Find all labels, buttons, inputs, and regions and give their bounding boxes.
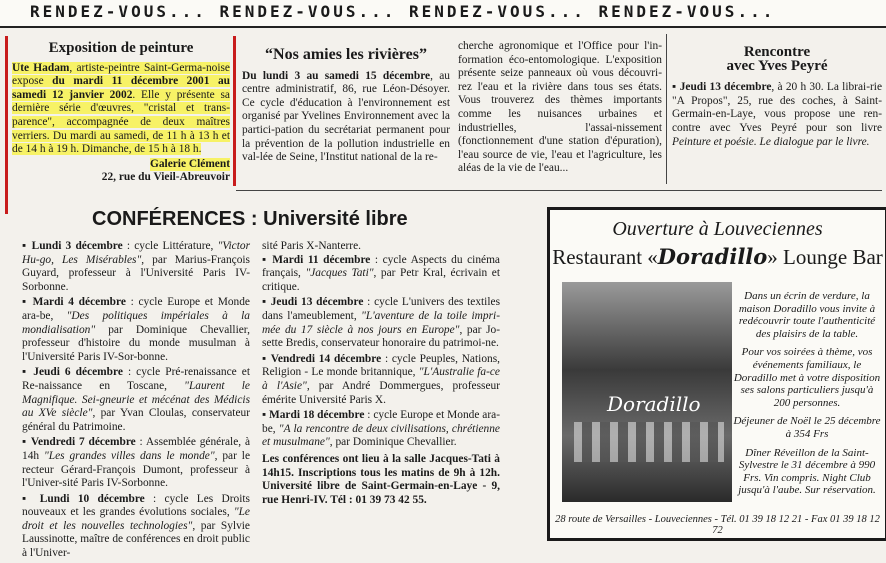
conference-text: : cycle Peuples, Nations, Religion - Le monde britannique, — [262, 352, 500, 379]
rivieres-title: “Nos amies les rivières” — [265, 46, 427, 63]
conference-text: : cycle Europe et Monde ara-be, — [22, 296, 250, 322]
conference-date: Mardi 11 décembre — [272, 253, 371, 266]
conference-date: Jeudi 13 décembre — [270, 296, 364, 309]
bullet-icon: ▪ — [22, 296, 33, 309]
conference-speaker: , par Petr Kral, écrivain et critique. — [262, 267, 500, 293]
conference-topic: "Laurent le Magnifique. Sei-gneurie et mécénat des Médicis au XVe siècle" — [22, 379, 250, 420]
conference-text: : cycle Pré-renaissance et Re-naissance en Toscane, — [22, 366, 250, 392]
conferences-title-b: : Université libre — [245, 208, 408, 230]
expo-gallery: Galerie Clément — [149, 157, 230, 170]
conference-topic: "L'aventure de la toile impri-mée du 17 siècle à nos jours en Europe" — [262, 309, 500, 336]
expo-signature — [12, 158, 230, 185]
ad-rest-a: Restaurant « — [552, 245, 658, 269]
conference-text: : cycle L'univers des textiles dans l'ameublement, — [262, 296, 500, 322]
expo-artist: Ute Hadam — [12, 61, 70, 74]
red-border-left — [5, 36, 8, 214]
peyre-title-2: avec Yves Peyré — [726, 57, 828, 74]
conference-speaker: , par André Dommergues, professeur émérite Université Paris X. — [262, 379, 501, 406]
conference-text: : cycle Europe et Monde ara-be, — [262, 409, 501, 435]
rivieres-dates: Du lundi 3 au samedi 15 décembre — [242, 69, 431, 82]
peyre-title-1: Rencontre — [743, 44, 811, 60]
restaurant-ad — [547, 207, 886, 541]
conferences-col-2-lead: sité Paris X-Nanterre. — [262, 240, 362, 252]
ad-heading: Ouverture à Louveciennes — [612, 218, 823, 240]
divider-h — [236, 190, 882, 191]
conference-date: Mardi 4 décembre — [32, 296, 126, 309]
banner-text: RENDEZ-VOUS... RENDEZ-VOUS... RENDEZ-VOUS... RENDEZ-VOUS... — [30, 2, 776, 21]
bullet-icon: ▪ — [22, 366, 34, 379]
conference-text: : cycle Littérature, — [122, 240, 218, 252]
bullet-icon: ▪ — [22, 240, 32, 252]
expo-title: Exposition de peinture — [48, 40, 194, 56]
conference-speaker: , par Dominique Chevallier. — [329, 436, 457, 449]
conference-item — [262, 296, 500, 350]
conference-item — [22, 493, 250, 561]
rivieres-text-a: , au centre administratif, 86, rue Léon-Désoyer. Ce cycle d'éducation à l'environnement est organisé par Yvelines Environnement avec la partici-pation du secrétariat permanent pour la prévention de la pollution industrielle en val-lée de Seine, l'Institut national de la re- — [242, 69, 451, 164]
conference-speaker: , par Jo-sette Bredis, conservateur honoraire du patrimoi-ne. — [262, 323, 500, 350]
conference-date: Mardi 18 décembre — [268, 409, 365, 422]
ad-rest-b: » Lounge Bar — [767, 245, 883, 269]
expo-text-b: . Elle y présente sa dernière série d'œuvres, "cristal et trans-parence", accompagnée de deux maîtres verriers. Du mardi au samedi, de 11 h à 13 h et de 14 h à 19 h. Dimanche, de 15 h à 18 h. — [12, 88, 230, 156]
rivieres-article-cont — [458, 40, 662, 176]
conference-topic: "Des politiques impériales à la mondialisation" — [22, 309, 250, 336]
ad-text-4: Dîner Réveillon de la Saint-Sylvestre le 31 décembre à 990 Frs. Vin compris. Night Club jusqu'à l'aube. Sur réservation. — [738, 446, 876, 497]
photo-tables — [574, 422, 724, 462]
restaurant-photo — [562, 282, 732, 502]
rivieres-text-b: cherche agronomique et l'Office pour l'in-formation éco-entomologique. L'exposition présente seize panneaux où vous découvri-rez l'eau et la rivière dans tous ses états. Vous trouverez des thèmes importants comme les nuisances urbaines et industrielles, l'assai-nissement (fonctionnement d'une station d'épuration), l'eau source de vie, l'eau et l'agriculture, les aléas de la vie de l'eau... — [458, 40, 662, 175]
conference-item — [22, 296, 250, 364]
ad-text-3: Déjeuner de Noël le 25 décembre à 354 Frs — [733, 415, 881, 440]
conference-text: : Assemblée générale, à 14h — [22, 436, 251, 462]
expo-dates: du mardi 11 décembre 2001 au samedi 12 janvier 2002 — [12, 75, 230, 101]
conference-speaker: , par Marius-François Guyard, professeur à l'Université Paris IV-Sorbonne. — [22, 253, 250, 293]
conferences-col-1 — [22, 240, 250, 563]
expo-address: 22, rue du Vieil-Abreuvoir — [101, 171, 230, 184]
peyre-date: Jeudi 13 décembre — [679, 81, 772, 94]
ad-rest-name: Doradillo — [657, 244, 768, 269]
ad-text — [733, 290, 881, 497]
ad-text-1: Dans un écrin de verdure, la maison Doradillo vous invite à redécouvrir toute l'authenticité des plaisirs de la table. — [738, 290, 876, 340]
bullet-icon: ▪ — [262, 352, 271, 365]
conferences-title-a: CONFÉRENCES — [92, 208, 246, 230]
conference-text: : cycle Les Droits nouveaux et les grandes évolutions sociales, — [22, 492, 250, 519]
peyre-article — [672, 46, 882, 149]
conference-item — [22, 240, 250, 294]
conference-item — [262, 409, 500, 450]
conference-speaker: , par le recteur Gérard-François Dumont, professeur à l'Univer-sité Paris IV-Sorbonne. — [22, 449, 250, 490]
banner — [0, 0, 886, 28]
conference-speaker: , par Sylvie Laussinotte, maître de conférences en droit public à l'Univer- — [22, 519, 250, 560]
conference-topic: "Les grandes villes dans le monde" — [43, 449, 215, 462]
conference-topic: "A la rencontre de deux civilisations, chrétienne et musulmane" — [262, 422, 500, 449]
conference-item — [22, 366, 250, 434]
conferences-note: Les conférences ont lieu à la salle Jacques-Tati à 14h15. Inscriptions tous les matins de 9h à 12h. Université libre de Saint-Germain-en-Laye - 9, rue Henri-IV. Tél : 01 39 73 42 55. — [262, 452, 500, 506]
conference-topic: "Le droit et les nouvelles technologies" — [22, 506, 250, 532]
expo-article — [12, 42, 230, 185]
bullet-icon: ▪ — [22, 492, 40, 505]
conference-speaker: par Dominique Chevallier, professeur d'histoire du monde musulman à l'Université Paris IV-Sor-bonne. — [22, 323, 250, 363]
bullet-icon: ▪ — [262, 253, 273, 266]
red-border-right — [233, 36, 236, 186]
conference-item — [22, 436, 250, 490]
expo-text-a: , artiste-peintre Saint-Germa-noise expose — [12, 61, 230, 88]
conference-date: Vendredi 7 décembre — [30, 436, 136, 449]
bullet-icon: ▪ — [22, 436, 31, 449]
conference-date: Vendredi 14 décembre — [270, 352, 382, 365]
peyre-book: Peinture et poésie. Le dialogue par le livre. — [672, 135, 870, 148]
ad-footer: 28 route de Versailles - Louveciennes - Tél. 01 39 18 12 21 - Fax 01 39 18 12 72 — [555, 514, 880, 536]
conferences-title — [92, 208, 408, 231]
ad-restaurant — [550, 244, 885, 270]
conference-text: : cycle Aspects du cinéma français, — [262, 253, 500, 280]
conferences-col-2 — [262, 240, 500, 507]
peyre-text-a: , à 20 h 30. La librai-rie "A Propos", 25, rue des coches, à Saint-Germain-en-Laye, vous propose une ren-contre avec Yves Peyré pour son livre — [672, 81, 883, 134]
rivieres-text — [242, 70, 450, 165]
conference-item — [262, 353, 500, 407]
peyre-text: ▪ Jeudi 13 décembre, à 20 h 30. La librai-rie "A Propos", 25, rue des coches, à Saint-Germain-en-Laye, vous propose une ren-contre avec Yves Peyré pour son livre Peinture et poésie. Le dialogue par le livre. — [672, 81, 883, 148]
rivieres-article — [242, 48, 450, 165]
conference-topic: "L'Australie fa-ce à l'Asie" — [262, 366, 500, 392]
divider-1 — [666, 34, 667, 184]
conference-date: Lundi 10 décembre — [39, 492, 145, 505]
conference-speaker: , par Yvan Cloulas, conservateur général du Patrimoine. — [22, 407, 251, 433]
conference-item — [262, 254, 500, 295]
conference-topic: "Jacques Tati" — [305, 267, 374, 280]
conference-date: Jeudi 6 décembre — [33, 366, 123, 379]
conference-date: Lundi 3 décembre — [31, 240, 123, 252]
restaurant-logo: Doradillo — [607, 392, 701, 416]
conferences-col-2-list — [262, 254, 500, 450]
expo-text — [12, 62, 230, 157]
ad-text-2: Pour vos soirées à thème, vos événements familiaux, le Doradillo met à votre disposition ses salons particuliers jusqu'à 200 personnes. — [733, 346, 881, 409]
bullet-icon: ▪ — [262, 409, 269, 422]
conference-topic: "Victor Hu-go, Les Misérables" — [22, 240, 251, 266]
bullet-icon: ▪ — [262, 296, 271, 309]
